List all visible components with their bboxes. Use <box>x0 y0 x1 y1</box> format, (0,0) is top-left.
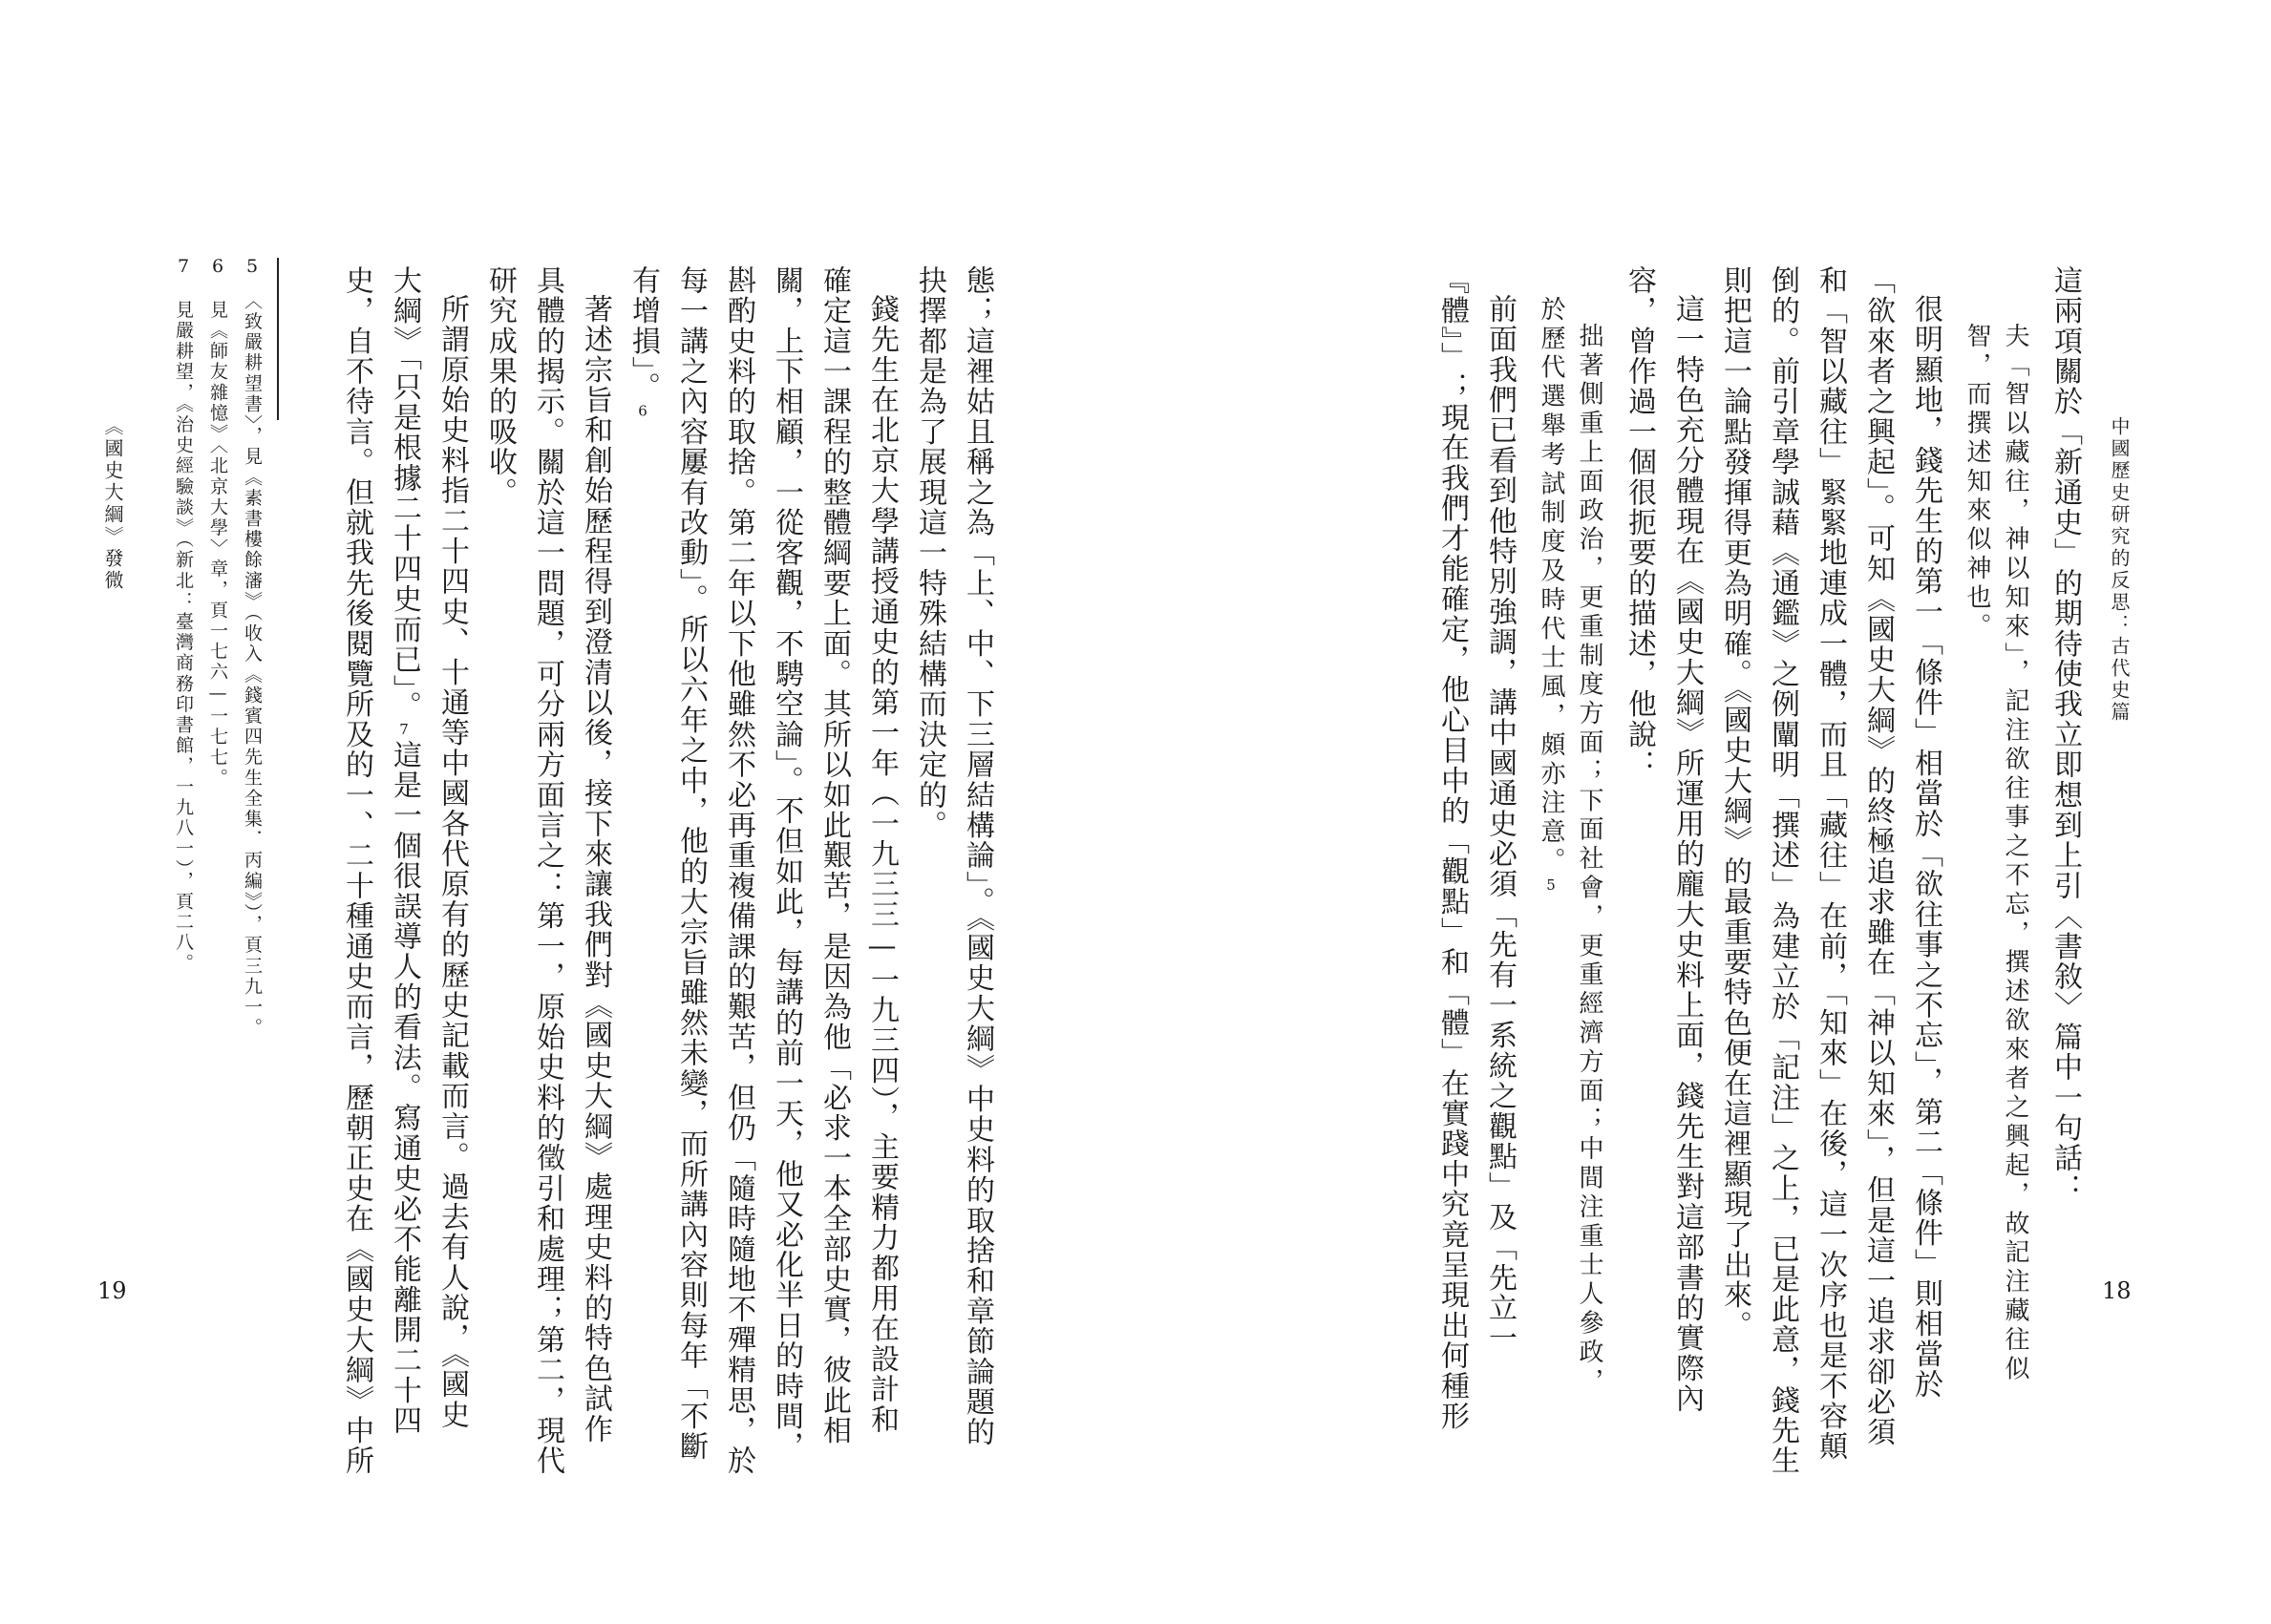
body-column: 這一特色充分體現在《國史大綱》所運用的龐大史料上面，錢先生對這部書的實際內 <box>1670 294 1704 1414</box>
body-column: 這兩項關於「新通史」的期待使我立即想到上引〈書敘〉篇中一句話： <box>2048 265 2082 1204</box>
quote-column: 智，而撰述知來似神也。 <box>1963 323 1991 643</box>
body-column: 史，自不待言。但就我先後閱覽所及的一、二十種通史而言，歷朝正史在《國史大綱》中所 <box>340 265 373 1476</box>
body-column: 確定這一課程的整體綱要上面。其所以如此艱苦，是因為他「必求一本全部史實，彼此相 <box>817 265 851 1446</box>
body-column: 著述宗旨和創始歷程得到澄清以後，接下來讓我們對《國史大綱》處理史料的特色試作 <box>579 294 612 1445</box>
footnote-marker: 7 <box>395 721 413 740</box>
footnote-text: 〈致嚴耕望書〉，見《素書樓餘瀋》（收入《錢賓四先生全集．丙編》），頁三九一。 <box>242 300 263 1039</box>
body-column: 所謂原始史料指二十四史、十通等中國各代原有的歷史記載而言。過去有人說，《國史 <box>435 294 469 1430</box>
body-column: 研究成果的吸收。 <box>483 265 517 508</box>
body-column: 容，曾作過一個很扼要的描述，他說： <box>1623 265 1656 780</box>
running-footer: 《國史大綱》發微 <box>101 416 124 592</box>
body-column: 前面我們已看到他特別強調，講中國通史必須「先有一系統之觀點」及「先立一 <box>1483 294 1517 1354</box>
page-number: 19 <box>97 1277 127 1304</box>
body-column: 關，上下相顧，一從客觀，不騁空論」。不但如此，每講的前一天，他又必化半日的時間， <box>770 265 803 1462</box>
body-column: 態；這裡姑且稱之為「上、中、下三層結構論」。《國史大綱》中史料的取捨和章節論題的 <box>961 265 994 1447</box>
footnote-divider <box>277 258 279 420</box>
body-column <box>388 265 421 1437</box>
body-column: 每一講之內容屢有改動」。所以六年之中，他的大宗旨雖然未變，而所講內容則每年「不斷 <box>674 265 708 1462</box>
body-column: 具體的揭示。關於這一問題，可分兩方面言之：第一，原始史料的徵引和處理；第二，現代 <box>531 265 564 1476</box>
footnote <box>174 256 192 1192</box>
body-text: 這是一個很誤導人的看法。寫通史必不能離開二十四 <box>388 739 421 1437</box>
body-column: 『體』」；現在我們才能確定，他心目中的「觀點」和「體」在實踐中究竟呈現出何種形 <box>1435 265 1469 1432</box>
body-column: 錢先生在北京大學講授通史的第一年（一九三三—一九三四），主要精力都用在設計和 <box>865 294 899 1435</box>
body-column: 斟酌史料的取捨。第二年以下他雖然不必再重複備課的艱苦，但仍「隨時隨地不殫精思，於 <box>722 265 755 1476</box>
footnote <box>208 256 226 1192</box>
body-column: 倒的。前引章學誠藉《通鑑》之例闡明「撰述」為建立於「記注」之上，已是此意，錢先生 <box>1766 265 1799 1476</box>
quote-column: 夫「智以藏往，神以知來」，記注欲往事之不忘，撰述欲來者之興起，故記注藏往似 <box>2001 323 2029 1384</box>
right-page <box>1136 0 2271 1624</box>
body-text: 大綱》「只是根據二十四史而已」。 <box>388 265 421 722</box>
body-column: 很明顯地，錢先生的第一「條件」相當於「欲往事之不忘」，第二「條件」則相當於 <box>1909 294 1942 1400</box>
quote-column <box>1539 296 1563 1327</box>
quote-column: 拙著側重上面政治，更重制度方面；下面社會，更重經濟方面；中間注重士人參政， <box>1575 323 1603 1397</box>
body-column: 「欲來者之興起」。可知《國史大綱》的終極追求雖在「神以知來」，但是這一追求卻必須 <box>1861 265 1895 1447</box>
body-column: 和「智以藏往」緊緊地連成一體，而且「藏往」在前，「知來」在後，這一次序也是不容顛 <box>1814 265 1847 1462</box>
footnote <box>243 256 261 1192</box>
footnote-number: 7 <box>173 256 194 280</box>
body-column <box>626 265 660 1421</box>
body-column: 則把這一論點發揮得更為明確。《國史大綱》的最重要特色便在這裡顯現了出來。 <box>1718 265 1751 1341</box>
footnote-text: 見《師友雜憶》〈北京大學〉章，頁一七六—一七七。 <box>207 300 228 790</box>
footnote-number: 6 <box>207 256 228 280</box>
footnote-marker: 5 <box>1542 876 1560 898</box>
quote-text: 於歷代選舉考試制度及時代士風，頗亦注意。 <box>1537 296 1565 876</box>
running-head: 中國歷史研究的反思：古代史篇 <box>2108 416 2131 724</box>
footnote-marker: 6 <box>634 402 651 422</box>
page-number: 18 <box>2102 1277 2132 1304</box>
footnote-text: 見嚴耕望，《治史經驗談》（新北：臺灣商務印書館，一九八一），頁二八。 <box>173 300 194 975</box>
body-text: 有增損」。 <box>626 265 660 403</box>
body-column: 抉擇都是為了展現這一特殊結構而決定的。 <box>913 265 946 841</box>
footnote-number: 5 <box>242 256 263 280</box>
